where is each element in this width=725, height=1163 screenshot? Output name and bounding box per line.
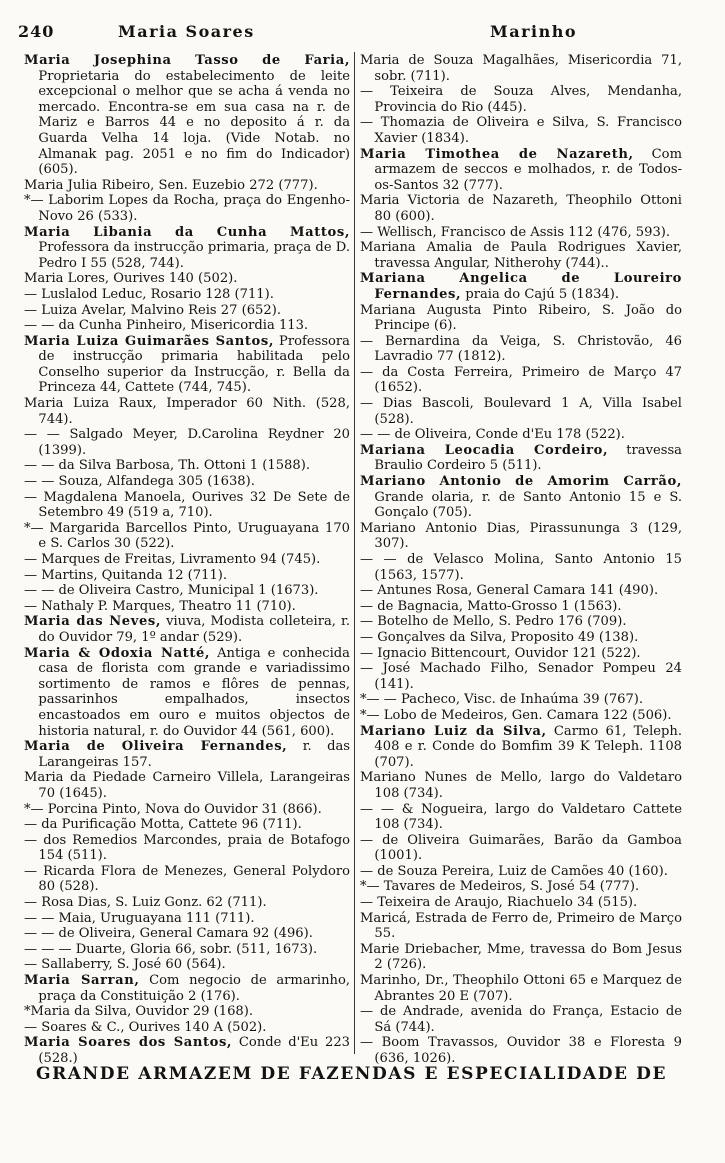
entry-text: Com armazem de seccos e molhados, r. de Todos-os-Santos 32 (777). xyxy=(374,146,682,193)
directory-entry xyxy=(360,661,682,692)
directory-entry xyxy=(360,708,682,724)
entry-text: — de Souza Pereira, Luiz de Camões 40 (160). xyxy=(360,863,668,879)
entry-text: — — — Duarte, Gloria 66, sobr. (511, 1673). xyxy=(24,941,318,957)
entry-text: — Botelho de Mello, S. Pedro 176 (709). xyxy=(360,614,627,630)
entry-text: — Martins, Quitanda 12 (711). xyxy=(24,567,228,583)
entry-text: r. das Larangeiras 157. xyxy=(38,739,350,770)
entry-text: — Antunes Rosa, General Camara 141 (490). xyxy=(360,583,659,599)
entry-text: — Ignacio Bittencourt, Ouvidor 121 (522). xyxy=(360,645,641,661)
entry-text: — — da Cunha Pinheiro, Misericordia 113. xyxy=(24,318,309,334)
entry-text: — Rosa Dias, S. Luiz Gonz. 62 (711). xyxy=(24,895,267,911)
entry-text: — Soares & C., Ourives 140 A (502). xyxy=(24,1019,267,1035)
entry-text: — de Bagnacia, Matto-Grosso 1 (1563). xyxy=(360,598,622,614)
directory-entry xyxy=(360,396,682,427)
directory-entry xyxy=(360,583,682,599)
entry-text: — — de Oliveira, Conde d'Eu 178 (522). xyxy=(360,427,625,443)
entry-text: — — & Nogueira, largo do Valdetaro Cattete 108 (734). xyxy=(360,801,682,833)
directory-entry xyxy=(360,115,682,146)
page-header xyxy=(18,22,698,46)
entry-text: *— Margarida Barcellos Pinto, Uruguayana 170 e S. Carlos 30 (522). xyxy=(24,520,350,552)
entry-text: Marie Driebacher, Mme, travessa do Bom Jesus 2 (726). xyxy=(360,941,682,973)
entry-text: — Bernardina da Veiga, S. Christovão, 46 Lavradio 77 (1812). xyxy=(360,333,682,365)
directory-entry xyxy=(360,53,682,84)
entry-text: Proprietaria do estabelecimento de leite excepcional o melhor que se acha á venda no mercado. Encontra-se em sua casa na r. de Mariz e Barros 44 e no deposito á r. da Guarda Velha 14 loja. (Vide Notab. no Almanak pag. 2051 e no fim do Indicador) (605). xyxy=(38,68,350,178)
entry-name: Maria & Odoxia Natté, xyxy=(24,645,211,661)
directory-entry xyxy=(360,334,682,365)
entry-text: Maria Luiza Raux, Imperador 60 Nith. (528, 744). xyxy=(24,396,350,427)
directory-entry xyxy=(360,833,682,864)
directory-entry xyxy=(360,911,682,942)
entry-text: — Marques de Freitas, Livramento 94 (745). xyxy=(24,552,321,567)
entry-text: *— Lobo de Medeiros, Gen. Camara 122 (506). xyxy=(360,707,672,723)
entry-name: Mariana Leocadia Cordeiro, xyxy=(360,442,609,458)
directory-entry xyxy=(360,193,682,224)
entry-text: — Magdalena Manoela, Ourives 32 De Sete de Setembro 49 (519 a, 710). xyxy=(24,489,350,521)
entry-text: *— Porcina Pinto, Nova do Ouvidor 31 (866). xyxy=(24,801,322,817)
entry-text: — Teixeira de Araujo, Riachuelo 34 (515). xyxy=(360,895,638,911)
directory-entry xyxy=(360,724,682,771)
footer-advertisement: GRANDE ARMAZEM DE FAZENDAS E ESPECIALIDADE DE xyxy=(36,1064,668,1084)
entry-text: — — de Oliveira, General Camara 92 (496). xyxy=(24,926,313,942)
directory-entry xyxy=(360,692,682,708)
entry-name: Maria Libania da Cunha Mattos, xyxy=(24,224,350,240)
entry-text: — Boom Travassos, Ouvidor 38 e Floresta 9 (636, 1026). xyxy=(360,1035,682,1066)
entry-text: Mariana Amalia de Paula Rodrigues Xavier, travessa Angular, Nitherohy (744).. xyxy=(360,240,682,271)
entry-text: — Dias Bascoli, Boulevard 1 A, Villa Isabel (528). xyxy=(360,396,682,427)
entry-text: — de Andrade, avenida do França, Estacio de Sá (744). xyxy=(360,1004,682,1035)
directory-entry xyxy=(24,1035,350,1066)
entry-name: Mariano Luiz da Silva, xyxy=(360,723,547,739)
entry-name: Maria Soares dos Santos, xyxy=(24,1035,233,1051)
directory-entry xyxy=(360,84,682,115)
entry-text: — da Costa Ferreira, Primeiro de Março 47 (1652). xyxy=(360,364,682,396)
entry-text: Professora de instrucção primaria habilitada pelo Conselho superior da Instrucção, r. Bella da Princeza 44, Cattete (744, 745). xyxy=(38,333,350,396)
directory-entry xyxy=(24,926,350,942)
entry-name: Maria Josephina Tasso de Faria, xyxy=(24,53,350,68)
directory-entry xyxy=(360,552,682,583)
directory-entry xyxy=(24,770,350,801)
entry-text: Maricá, Estrada de Ferro de, Primeiro de Março 55. xyxy=(360,910,682,942)
directory-entry xyxy=(360,864,682,880)
running-head-left: Maria Soares xyxy=(118,22,255,41)
directory-entry xyxy=(360,614,682,630)
directory-entry xyxy=(24,568,350,584)
directory-entry xyxy=(24,490,350,521)
directory-entry xyxy=(24,193,350,224)
page-number: 240 xyxy=(18,22,55,41)
entry-name: Maria das Neves, xyxy=(24,614,162,630)
directory-entry xyxy=(360,895,682,911)
directory-entry xyxy=(24,1020,350,1036)
entry-text: Maria da Piedade Carneiro Villela, Larangeiras 70 (1645). xyxy=(24,770,350,801)
entry-text: — José Machado Filho, Senador Pompeu 24 (141). xyxy=(360,661,682,692)
entry-text: Maria Julia Ribeiro, Sen. Euzebio 272 (777). xyxy=(24,177,318,193)
entry-text: — — Maia, Uruguayana 111 (711). xyxy=(24,910,255,926)
directory-entry xyxy=(24,225,350,272)
directory-entry xyxy=(24,911,350,927)
entry-text: Conde d'Eu 223 (528.) xyxy=(38,1035,350,1066)
directory-entry xyxy=(360,770,682,801)
entry-text: Antiga e conhecida casa de florista com grande e variadissimo sortimento de ramos e flôres de pennas, passarinhos empalhados, insectos encastoados em ouro e muitos objectos de historia natural, r. do Ouvidor 44 (561, 600). xyxy=(38,645,350,739)
directory-entry xyxy=(24,521,350,552)
directory-entry xyxy=(24,53,350,178)
directory-entry xyxy=(360,427,682,443)
entry-text: Mariano Nunes de Mello, largo do Valdetaro 108 (734). xyxy=(360,770,682,801)
entry-text: *— Tavares de Medeiros, S. José 54 (777). xyxy=(360,879,640,895)
directory-entry xyxy=(24,646,350,740)
entry-text: *— Laborim Lopes da Rocha, praça do Engenho-Novo 26 (533). xyxy=(24,193,350,224)
entry-text: Maria de Souza Magalhães, Misericordia 71, sobr. (711). xyxy=(360,53,682,84)
entry-text: — Wellisch, Francisco de Assis 112 (476, 593). xyxy=(360,224,671,240)
entry-text: travessa Braulio Cordeiro 5 (511). xyxy=(374,442,682,474)
entry-text: — Ricarda Flora de Menezes, General Polydoro 80 (528). xyxy=(24,863,350,895)
directory-entry xyxy=(360,1004,682,1035)
entry-text: Grande olaria, r. de Santo Antonio 15 e S. Gonçalo (705). xyxy=(374,489,682,521)
directory-entry xyxy=(24,833,350,864)
entry-text: — Nathaly P. Marques, Theatro 11 (710). xyxy=(24,598,296,614)
left-column xyxy=(24,53,351,1066)
directory-entry xyxy=(24,895,350,911)
directory-entry xyxy=(360,303,682,334)
directory-entry xyxy=(24,552,350,568)
entry-text: — Luiza Avelar, Malvino Reis 27 (652). xyxy=(24,302,281,318)
column-divider xyxy=(354,52,355,1054)
running-head-right: Marinho xyxy=(490,22,578,41)
directory-entry xyxy=(360,240,682,271)
entry-text: — — Souza, Alfandega 305 (1638). xyxy=(24,474,255,490)
directory-entry xyxy=(360,443,682,474)
directory-entry xyxy=(24,287,350,303)
entry-text: — Luslalod Leduc, Rosario 128 (711). xyxy=(24,286,274,302)
entry-text: — — de Velasco Molina, Santo Antonio 15 (1563, 1577). xyxy=(360,552,682,583)
directory-entry xyxy=(360,973,682,1004)
directory-entry xyxy=(24,427,350,458)
directory-entry xyxy=(24,303,350,319)
entry-text: — de Oliveira Guimarães, Barão da Gamboa (1001). xyxy=(360,832,682,864)
entry-text: — Sallaberry, S. José 60 (564). xyxy=(24,957,226,973)
directory-entry xyxy=(24,599,350,615)
entry-text: — Teixeira de Souza Alves, Mendanha, Provincia do Rio (445). xyxy=(360,84,682,115)
directory-entry xyxy=(360,521,682,552)
entry-text: — Thomazia de Oliveira e Silva, S. Francisco Xavier (1834). xyxy=(360,115,682,146)
directory-entry xyxy=(24,474,350,490)
entry-name: Maria de Oliveira Fernandes, xyxy=(24,739,288,755)
entry-text: Com negocio de armarinho, praça da Constituição 2 (176). xyxy=(38,973,351,1004)
directory-entry xyxy=(360,879,682,895)
directory-entry xyxy=(24,583,350,599)
directory-entry xyxy=(360,474,682,521)
directory-entry xyxy=(360,225,682,241)
entry-text: *Maria da Silva, Ouvidor 29 (168). xyxy=(24,1004,254,1020)
directory-entry xyxy=(360,630,682,646)
entry-text: Marinho, Dr., Theophilo Ottoni 65 e Marquez de Abrantes 20 E (707). xyxy=(360,973,682,1004)
directory-entry xyxy=(24,817,350,833)
entry-name: Mariana Angelica de Loureiro Fernandes, xyxy=(360,271,682,302)
directory-entry xyxy=(24,957,350,973)
entry-text: — — Salgado Meyer, D.Carolina Reydner 20 (1399). xyxy=(24,427,350,458)
directory-entry xyxy=(360,599,682,615)
entry-text: Carmo 61, Teleph. 408 e r. Conde do Bomfim 39 K Teleph. 1108 (707). xyxy=(374,723,682,770)
directory-entry xyxy=(24,802,350,818)
directory-entry xyxy=(360,802,682,833)
entry-text: Maria Victoria de Nazareth, Theophilo Ottoni 80 (600). xyxy=(360,193,682,224)
entry-text: viuva, Modista colleteira, r. do Ouvidor 79, 1º andar (529). xyxy=(38,614,350,645)
entry-text: Mariana Augusta Pinto Ribeiro, S. João do Principe (6). xyxy=(360,302,682,334)
directory-entry xyxy=(24,458,350,474)
directory-entry xyxy=(24,178,350,194)
entry-text: Maria Lores, Ourives 140 (502). xyxy=(24,271,238,287)
entry-text: praia do Cajú 5 (1834). xyxy=(461,286,620,302)
directory-entry xyxy=(360,1035,682,1066)
entry-text: Professora da instrucção primaria, praça de D. Pedro I 55 (528, 744). xyxy=(38,240,350,271)
entry-name: Mariano Antonio de Amorim Carrão, xyxy=(360,474,682,490)
directory-entry xyxy=(24,614,350,645)
entry-text: — — de Oliveira Castro, Municipal 1 (1673). xyxy=(24,583,319,599)
directory-entry xyxy=(24,942,350,958)
directory-entry xyxy=(24,739,350,770)
directory-entry xyxy=(24,973,350,1004)
directory-entry xyxy=(24,1004,350,1020)
directory-entry xyxy=(24,864,350,895)
entry-text: — — da Silva Barbosa, Th. Ottoni 1 (1588). xyxy=(24,458,310,474)
directory-entry xyxy=(360,147,682,194)
entry-text: — Gonçalves da Silva, Proposito 49 (138). xyxy=(360,629,639,645)
entry-name: Maria Luiza Guimarães Santos, xyxy=(24,333,274,349)
directory-entry xyxy=(360,646,682,662)
entry-text: — da Purificação Motta, Cattete 96 (711). xyxy=(24,817,302,833)
entry-text: — dos Remedios Marcondes, praia de Botafogo 154 (511). xyxy=(24,832,350,864)
entry-text: Mariano Antonio Dias, Pirassununga 3 (129, 307). xyxy=(360,520,682,552)
right-column xyxy=(360,53,682,1066)
directory-entry xyxy=(360,942,682,973)
entry-text: *— — Pacheco, Visc. de Inhaúma 39 (767). xyxy=(360,692,644,708)
entry-name: Maria Timothea de Nazareth, xyxy=(360,146,634,162)
directory-entry xyxy=(360,271,682,302)
directory-entry xyxy=(24,318,350,334)
directory-entry xyxy=(360,365,682,396)
directory-entry xyxy=(24,334,350,396)
entry-name: Maria Sarran, xyxy=(24,973,140,989)
directory-entry xyxy=(24,271,350,287)
directory-entry xyxy=(24,396,350,427)
